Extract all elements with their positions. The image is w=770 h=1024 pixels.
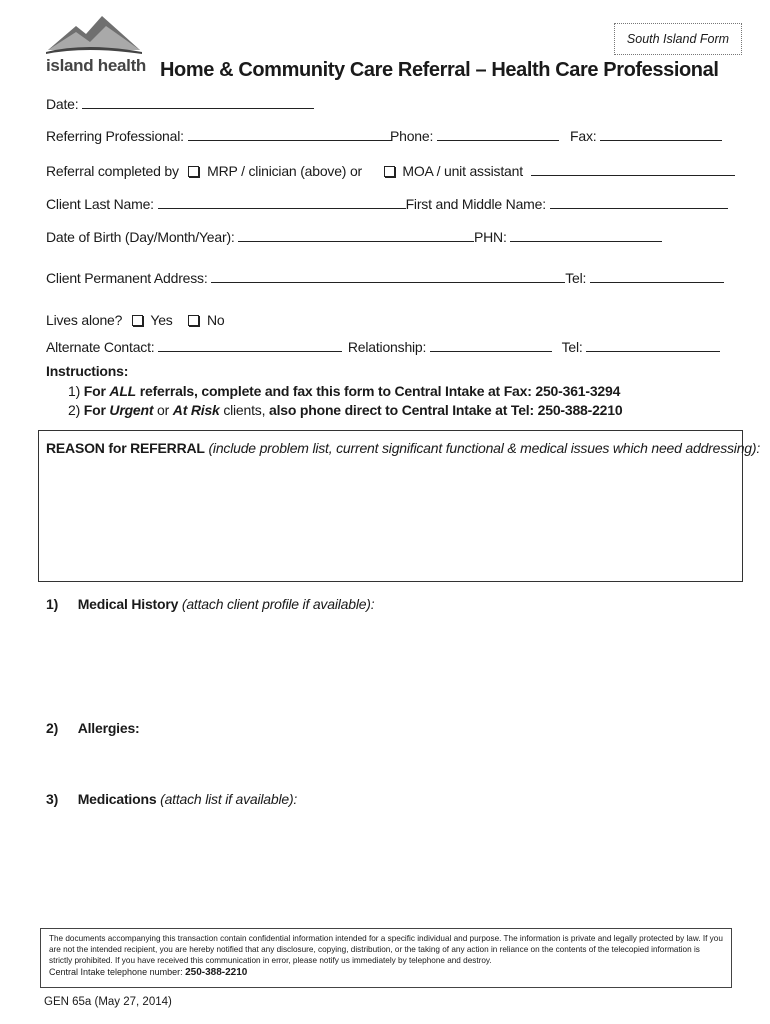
- central-intake-label: Central Intake telephone number:: [49, 967, 186, 977]
- instruction-2-post: also phone direct to Central Intake at Tel: 250-388-2210: [268, 402, 623, 418]
- section-3-note: (attach list if available):: [156, 791, 298, 807]
- disclaimer-text: The documents accompanying this transaction contain confidential information intended for a specific individual and purpose. The information is private and legally protected by law. If you are not the intended recipient, you are hereby notified that any disclosure, copying, distribution, or the taking of any action in reliance on the contents of the telecopied information is strictly prohibited. If you have received this communication in error, please notify us immediately by telephone and destroy.: [49, 934, 723, 965]
- medications-section[interactable]: [46, 791, 297, 807]
- first-name-field[interactable]: [550, 196, 728, 209]
- section-1-title: Medical History: [77, 596, 179, 612]
- date-field[interactable]: [82, 96, 314, 109]
- section-1-note: (attach client profile if available):: [178, 596, 375, 612]
- instruction-item-2: [68, 402, 622, 418]
- no-label: No: [207, 312, 225, 328]
- fax-label: Fax:: [570, 128, 597, 144]
- alternate-label: Alternate Contact:: [46, 339, 155, 355]
- fax-row: [570, 128, 722, 144]
- address-field[interactable]: [211, 270, 565, 283]
- section-1-num: 1): [46, 596, 59, 612]
- date-row: [46, 96, 314, 112]
- mountain-logo-icon: [46, 12, 142, 58]
- no-checkbox[interactable]: [188, 315, 199, 326]
- alternate-tel-field[interactable]: [586, 339, 720, 352]
- reason-heading-row: [46, 440, 760, 456]
- allergies-section[interactable]: [46, 720, 140, 736]
- yes-checkbox[interactable]: [132, 315, 143, 326]
- date-label: Date:: [46, 96, 79, 112]
- phone-label: Phone:: [390, 128, 434, 144]
- central-intake-number: 250-388-2210: [185, 967, 248, 978]
- lives-alone-row: [46, 312, 225, 328]
- referral-completed-label: Referral completed by: [46, 163, 179, 179]
- phn-row: [474, 229, 662, 245]
- reason-heading: REASON for REFERRAL: [46, 440, 205, 456]
- instruction-1-post: referrals, complete and fax this form to Central Intake at Fax: 250-361-3294: [136, 383, 621, 399]
- phn-field[interactable]: [510, 229, 662, 242]
- relationship-field[interactable]: [430, 339, 552, 352]
- mrp-option-label: MRP / clinician (above) or: [207, 163, 362, 179]
- instruction-1-em: ALL: [109, 383, 137, 399]
- moa-checkbox[interactable]: [384, 166, 395, 177]
- relationship-label: Relationship:: [347, 339, 427, 355]
- referral-completed-row: [46, 163, 735, 179]
- section-3-num: 3): [46, 791, 59, 807]
- alternate-row: [46, 339, 720, 355]
- instruction-2-em1: Urgent: [109, 402, 154, 418]
- lives-alone-label: Lives alone?: [46, 312, 123, 328]
- last-name-field[interactable]: [158, 196, 406, 209]
- phn-label: PHN:: [474, 229, 507, 245]
- first-name-label: First and Middle Name:: [405, 196, 546, 212]
- alternate-field[interactable]: [158, 339, 342, 352]
- mrp-checkbox[interactable]: [188, 166, 199, 177]
- form-tag: South Island Form: [614, 23, 742, 55]
- fax-field[interactable]: [600, 128, 722, 141]
- org-name: island health: [46, 56, 147, 75]
- instruction-1-pre: For: [83, 383, 110, 399]
- yes-label: Yes: [150, 312, 173, 328]
- section-2-num: 2): [46, 720, 59, 736]
- instruction-2-mid2: clients,: [219, 402, 269, 418]
- moa-option-label: MOA / unit assistant: [402, 163, 523, 179]
- phone-row: [390, 128, 559, 144]
- central-intake-row: [49, 967, 723, 978]
- last-name-label: Client Last Name:: [46, 196, 154, 212]
- instruction-2-pre: For: [83, 402, 110, 418]
- section-3-title: Medications: [77, 791, 157, 807]
- instruction-2-num: 2): [68, 402, 81, 418]
- client-name-row: [46, 196, 728, 212]
- reason-note: (include problem list, current significant functional & medical issues which need addressing):: [204, 440, 761, 456]
- dob-field[interactable]: [238, 229, 474, 242]
- phone-field[interactable]: [437, 128, 559, 141]
- address-row: [46, 270, 724, 286]
- address-tel-field[interactable]: [590, 270, 724, 283]
- instruction-2-em2: At Risk: [172, 402, 220, 418]
- form-code: GEN 65a (May 27, 2014): [44, 996, 172, 1008]
- instruction-item-1: [68, 383, 620, 399]
- instruction-2-mid1: or: [153, 402, 173, 418]
- moa-field[interactable]: [531, 163, 735, 176]
- section-2-title: Allergies:: [77, 720, 140, 736]
- instruction-1-num: 1): [68, 383, 81, 399]
- referring-field[interactable]: [188, 128, 392, 141]
- referring-label: Referring Professional:: [46, 128, 184, 144]
- reason-for-referral-box[interactable]: [38, 430, 761, 582]
- dob-label: Date of Birth (Day/Month/Year):: [46, 229, 235, 245]
- confidentiality-notice: [40, 928, 732, 988]
- instructions-heading: Instructions:: [46, 363, 129, 379]
- address-label: Client Permanent Address:: [46, 270, 208, 286]
- referring-row: [46, 128, 392, 144]
- page-title: Home & Community Care Referral – Health Care Professional: [160, 59, 719, 81]
- address-tel-label: Tel:: [565, 270, 587, 286]
- dob-row: [46, 229, 474, 245]
- alternate-tel-label: Tel:: [561, 339, 583, 355]
- medical-history-section[interactable]: [46, 596, 374, 612]
